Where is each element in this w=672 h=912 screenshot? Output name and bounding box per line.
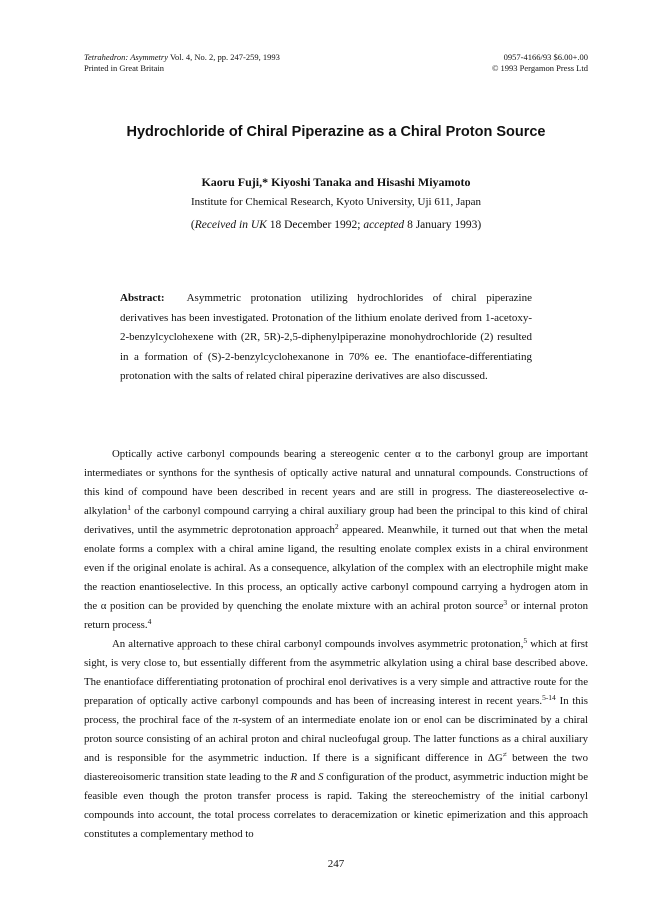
text-run: of the carbonyl compound carrying a chiral auxiliary group had been the principal to this kind of chiral derivatives, until the asymmetric deprotonation approach <box>84 505 588 536</box>
citation-ref: 4 <box>147 617 152 626</box>
text-run: configuration of the product, asymmetric induction might be feasible even though the proton transfer process is rapid. Taking the stereochemistry of the initial carbonyl compounds into account, the total process correlates to deracemization or kinetic epimerization and this approach constitutes a complementary method to <box>84 771 588 840</box>
text-run: between the two diastereoisomeric transition state leading to the <box>84 752 588 783</box>
journal-header-left <box>84 52 280 74</box>
printed-in: Printed in Great Britain <box>84 63 165 73</box>
accepted-date: 8 January 1993) <box>404 219 482 231</box>
abstract <box>120 289 532 387</box>
journal-citation: Vol. 4, No. 2, pp. 247-259, 1993 <box>167 52 280 62</box>
received-label: Received in UK <box>194 219 267 231</box>
body-text <box>84 445 588 844</box>
received-date: 18 December 1992; <box>266 219 364 231</box>
page-number: 247 <box>327 858 345 870</box>
issn-price: 0957-4166/93 $6.00+.00 <box>503 52 588 62</box>
citation-ref: 2 <box>334 522 339 531</box>
journal-header-right <box>492 52 588 74</box>
config-s: S <box>318 771 324 783</box>
text-run: appeared. Meanwhile, it turned out that when the metal enolate forms a complex with a chiral amine ligand, the resulting enolate complex exists in a chiral environment even if the original enolate is achiral. As a consequence, alkylation of the complex with an electrophile might make the reaction enantioselective. In this process, an optically active carbonyl compound carrying a hydrogen atom in the α position can be provided by quenching the enolate mixture with an achiral proton source <box>84 524 589 612</box>
paragraph-2 <box>84 635 588 844</box>
received-open: ( <box>190 219 195 231</box>
text-run: or internal proton return process. <box>84 600 588 631</box>
text-run: In this process, the prochiral face of the π-system of an intermediate enolate ion or enol can be discriminated by a chiral proton source consisting of an achiral proton and chiral nucleofugal group. The latter functions as a chiral auxiliary and is responsible for the asymmetric induction. If there is a significant difference in ΔG <box>84 695 588 764</box>
citation-ref: 5-14 <box>542 693 556 702</box>
author-list: Kaoru Fuji,* Kiyoshi Tanaka and Hisashi Miyamoto <box>201 175 471 189</box>
received-dates <box>0 219 672 231</box>
text-run: and <box>297 771 319 783</box>
journal-name: Tetrahedron: Asymmetry <box>84 52 168 62</box>
ddagger-symbol: ≠ <box>502 750 507 759</box>
citation-ref: 1 <box>127 503 131 512</box>
config-r: R <box>290 771 298 783</box>
paper-title: Hydrochloride of Chiral Piperazine as a Chiral Proton Source <box>126 124 546 140</box>
citation-ref: 3 <box>503 598 508 607</box>
accepted-label: accepted <box>363 219 405 231</box>
affiliation: Institute for Chemical Research, Kyoto University, Uji 611, Japan <box>190 196 481 208</box>
text-run: Optically active carbonyl compounds bearing a stereogenic center α to the carbonyl group are important intermediates or synthons for the synthesis of optically active natural and unnatural compounds. Constructions of this kind of compound have been described in recent years and are still in progress. The diastereoselective α-alkylation <box>84 448 588 517</box>
abstract-label: Abstract: <box>120 292 165 304</box>
copyright: © 1993 Pergamon Press Ltd <box>491 63 588 73</box>
abstract-text: Asymmetric protonation utilizing hydrochlorides of chiral piperazine derivatives has been investigated. Protonation of the lithium enolate derived from 1-acetoxy-2-benzylcyclohexene with (2R, 5R)-2,5-diphenylpiperazine monohydrochloride (2) resulted in a formation of (S)-2-benzylcyclohexanone in 70% ee. The enantioface-differentiating protonation with the salts of related chiral piperazine derivatives are also discussed. <box>120 292 532 382</box>
citation-ref: 5 <box>523 636 528 645</box>
text-run: which at first sight, is very close to, but essentially different from the asymmetric alkylation using a chiral base described above. The enantioface differentiating protonation of prochiral enol derivatives is a very simple and attractive route for the preparation of optically active carbonyl compounds and has been of increasing interest in recent years. <box>84 638 589 707</box>
text-run: An alternative approach to these chiral carbonyl compounds involves asymmetric protonation, <box>112 638 524 650</box>
paragraph-1 <box>84 445 588 635</box>
